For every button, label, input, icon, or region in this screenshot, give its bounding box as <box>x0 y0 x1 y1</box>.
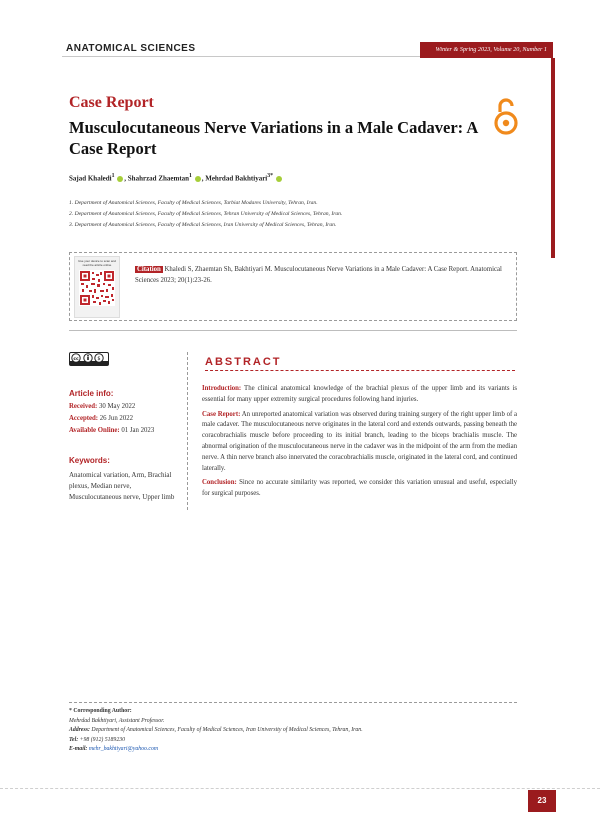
conclusion-text: Since no accurate similarity was reported, we consider this variation unusual and useful, especially for surgical purposes. <box>202 479 517 498</box>
affiliation: 1. Department of Anatomical Sciences, Faculty of Medical Sciences, Tarbiat Modares University, Tehran, Iran. <box>69 200 318 206</box>
address-label: Address: <box>69 727 90 734</box>
article-title: Musculocutaneous Nerve Variations in a Male Cadaver: A Case Report <box>69 118 478 158</box>
orcid-icon[interactable] <box>195 176 201 182</box>
tel-label: Tel: <box>69 736 79 743</box>
orcid-icon[interactable] <box>117 176 123 182</box>
open-access-icon <box>492 96 520 136</box>
svg-text:$: $ <box>97 356 101 362</box>
article-dates <box>69 401 154 437</box>
received-row <box>69 401 154 413</box>
author-list: Sajad Khaledi$^1$ , Shahrzad Zhaemtan$^1$ , Mehrdad Bakhtiyari$^{3*}$ <box>69 173 283 182</box>
citation-box <box>69 252 517 321</box>
author-sup: 3* <box>267 173 274 179</box>
intro-label: Introduction: <box>202 385 242 392</box>
section-rule <box>69 330 517 331</box>
journal-name: ANATOMICAL SCIENCES <box>66 43 196 54</box>
received-label: Received: <box>69 403 98 410</box>
footnote-rule <box>69 702 517 703</box>
affiliation: 3. Department of Anatomical Sciences, Faculty of Medical Sciences, Iran University of Medical Sciences, Tehran, Iran. <box>69 222 337 228</box>
keywords-text: Anatomical variation, Arm, Brachial plexus, Median nerve, Musculocutaneous nerve, Upper limb <box>69 471 175 501</box>
abstract-body <box>202 384 517 504</box>
svg-text:cc: cc <box>73 357 79 362</box>
case-text: An unreported anatomical variation was observed during training surgery of the right upper limb of a male cadaver. The musculocutaneous nerve originates in the lateral cord and extends outwards, passing beneath the coracobrachialis muscle before proceeding to its initial branch, leading to the biceps brachialis muscle. The abnormal origination of the musculocutaneous nerve in the cadaver was in the midpoint of the arm from the median nerve. A thin nerve branch also innervated the coracobrachialis muscle, originated in the lateral cord, and continued laterally. <box>202 410 517 472</box>
author-name: Sajad Khaledi <box>69 174 112 183</box>
corresponding-heading: * Corresponding Author: <box>69 708 132 714</box>
address-text: Department of Anatomical Sciences, Faculty of Medical Sciences, Iran University of Medical Sciences, Tehran, Iran. <box>91 727 363 734</box>
author-sup: 1 <box>111 173 115 179</box>
column-divider <box>187 352 188 510</box>
corresponding-tel <box>69 736 517 746</box>
abstract-conclusion <box>202 478 517 500</box>
received-date: 30 May 2022 <box>99 403 136 410</box>
tel-text: +98 (912) 5189230 <box>79 736 126 743</box>
page-number: 23 <box>528 790 556 812</box>
abstract-heading: ABSTRACT <box>205 356 282 368</box>
issue-tab: Winter & Spring 2023, Volume 20, Number 1 <box>420 42 553 58</box>
citation-body: Khaledi S, Zhaemtan Sh, Bakhtiyari M. Musculocutaneous Nerve Variations in a Male Cadaver: A Case Report. Anatomical Sciences 2023; 20(1):23-26. <box>135 266 502 284</box>
online-date: 01 Jan 2023 <box>121 427 155 434</box>
corresponding-author <box>69 707 517 755</box>
author-name: Mehrdad Bakhtiyari <box>205 174 268 183</box>
corresponding-email <box>69 745 517 755</box>
author-name: Shahrzad Zhaemtan <box>127 174 190 183</box>
cc-license-icon[interactable] <box>69 352 109 366</box>
email-label: E-mail: <box>69 746 88 753</box>
abstract-rule <box>205 370 515 371</box>
qr-code-icon <box>79 270 115 306</box>
intro-text: The clinical anatomical knowledge of the brachial plexus of the upper limb and its variants is essential for many upper extremity surgical procedures following hand injuries. <box>202 385 518 403</box>
corresponding-name: Mehrdad Bakhtiyari, Assistant Professor. <box>69 717 165 724</box>
case-label: Case Report: <box>202 410 241 418</box>
corresponding-address <box>69 726 517 736</box>
article-type: Case Report <box>69 94 154 111</box>
article-info-heading: Article info: <box>69 389 114 398</box>
conclusion-label: Conclusion: <box>202 479 237 487</box>
qr-caption: Use your device to scan and read the article online <box>78 259 116 267</box>
accepted-row <box>69 413 154 425</box>
citation-label: Citation <box>137 266 161 273</box>
orcid-icon[interactable] <box>276 176 282 182</box>
abstract-case <box>202 410 517 475</box>
author-sup: 1 <box>189 173 192 179</box>
accepted-label: Accepted: <box>69 415 99 422</box>
accepted-date: 26 Jun 2022 <box>99 415 134 422</box>
affiliation: 2. Department of Anatomical Sciences, Faculty of Medical Sciences, Tehran University of Medical Sciences, Tehran, Iran. <box>69 211 343 217</box>
keywords-heading: Keywords: <box>69 456 110 465</box>
qr-card[interactable] <box>74 256 120 318</box>
online-row <box>69 425 154 437</box>
citation-text <box>135 264 505 286</box>
abstract-intro <box>202 384 517 406</box>
email-link[interactable]: mehr_bakhtiyari@yahoo.com <box>88 746 159 753</box>
side-bar <box>551 58 555 258</box>
affiliations <box>69 198 342 231</box>
online-label: Available Online: <box>69 427 120 434</box>
page-rule <box>0 788 600 789</box>
